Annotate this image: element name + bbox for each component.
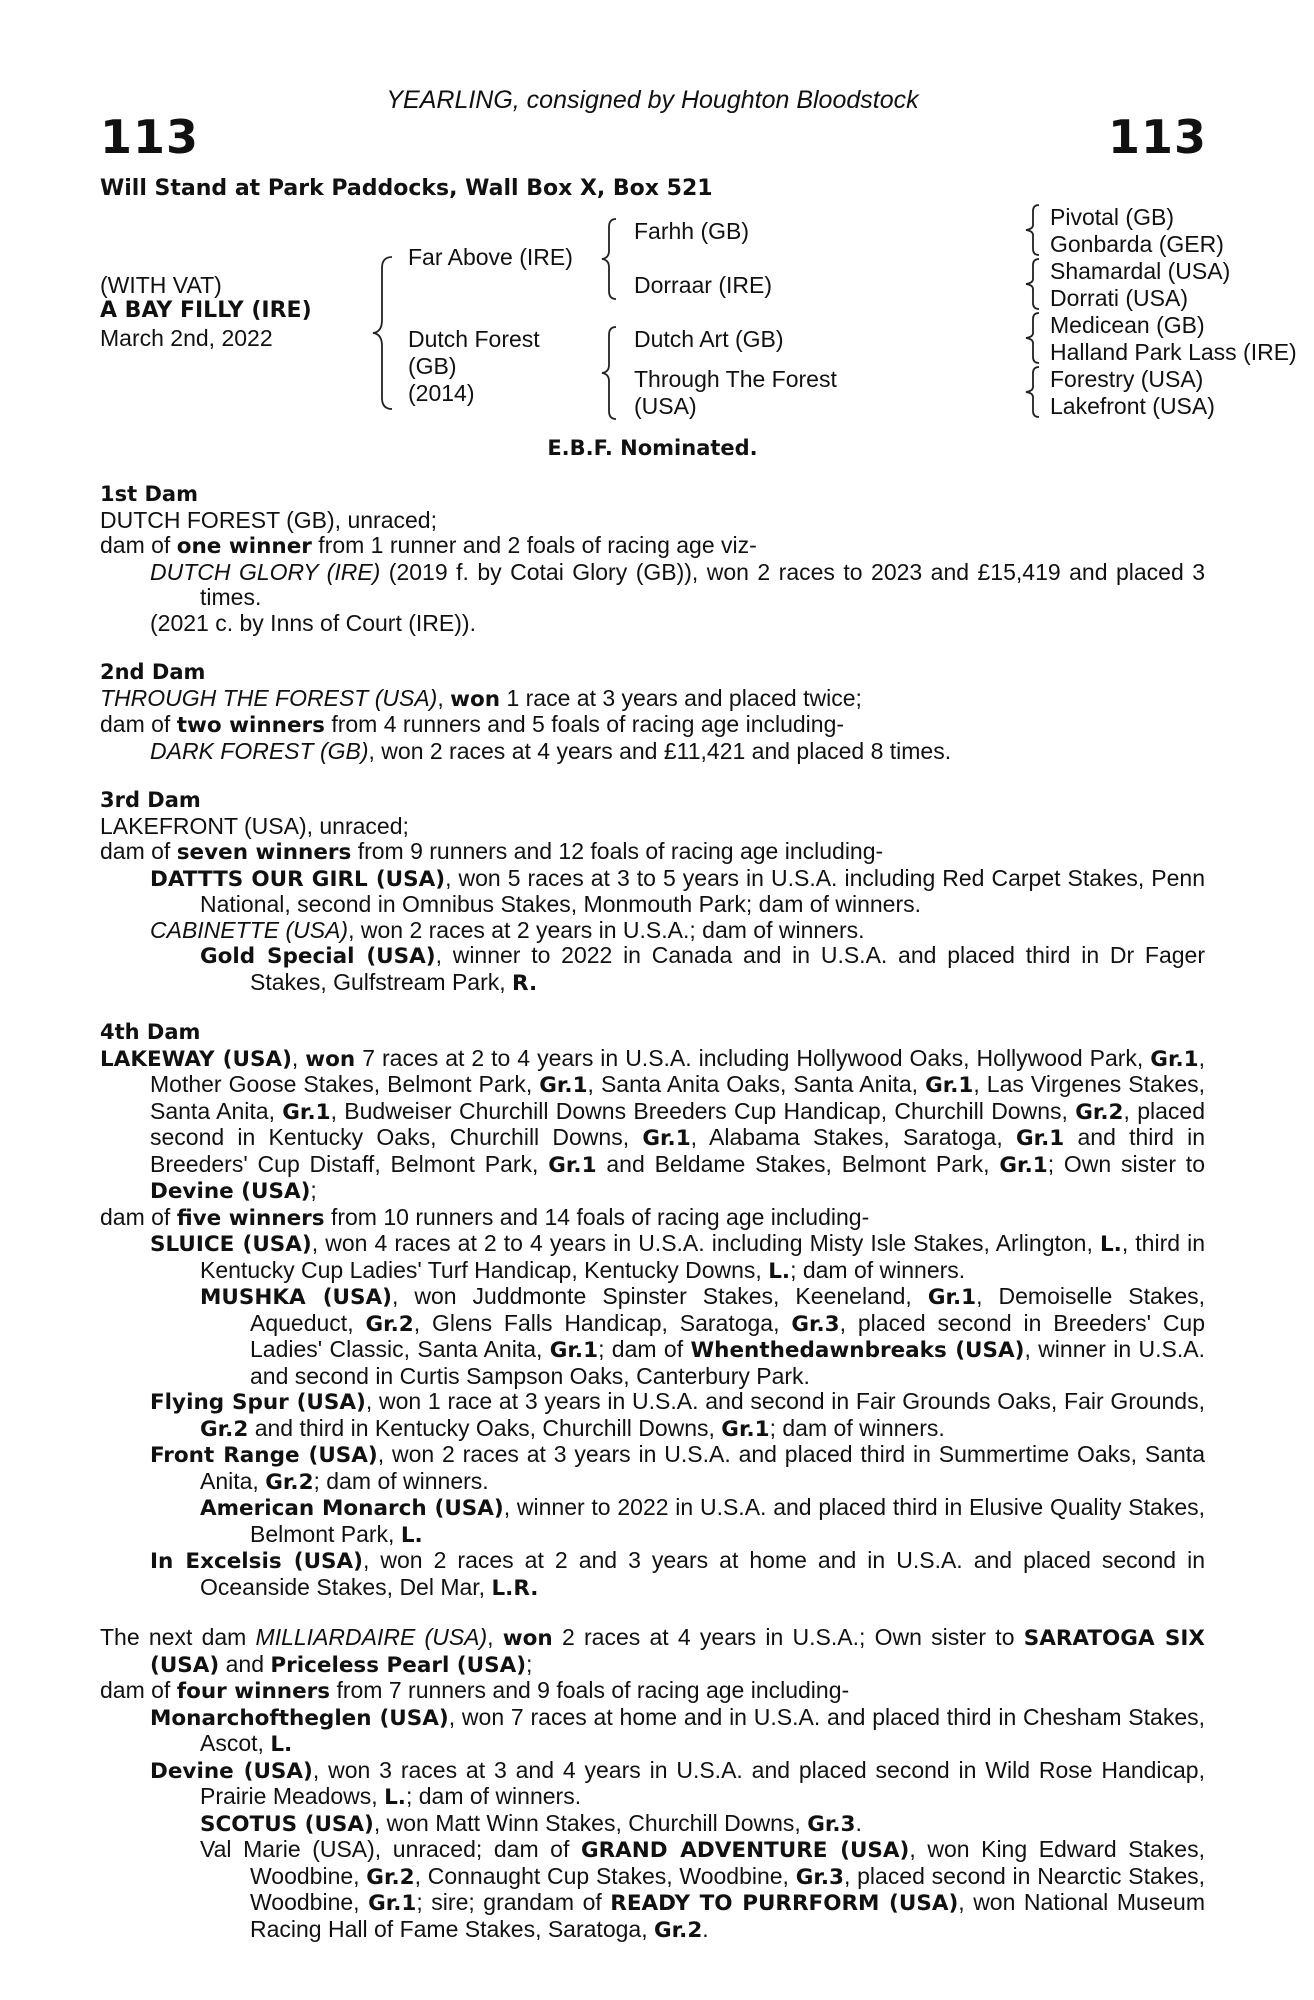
ancestor-ssd: Gonbarda (GER) xyxy=(1050,231,1224,257)
third-dam-line: LAKEFRONT (USA), unraced; xyxy=(100,812,409,839)
progeny-entry: Front Range (USA), won 2 races at 3 years in U.S.A. and placed third in Summertime Oaks, Santa Anita, Gr.2; dam of winners. xyxy=(150,1441,1205,1495)
stabling-line: Will Stand at Park Paddocks, Wall Box X, Box 521 xyxy=(100,176,713,201)
brace-g3-3 xyxy=(1022,312,1044,364)
next-dam-line: The next dam MILLIARDAIRE (USA), won 2 races at 4 years in U.S.A.; Own sister to SARATOGA SIX (USA) and Priceless Pearl (USA); xyxy=(100,1624,1205,1678)
dam-year: (2014) xyxy=(408,380,475,406)
dam-dam-line1: Through The Forest xyxy=(634,366,837,392)
dam-brace xyxy=(598,326,622,420)
lot-number-right: 113 xyxy=(1107,110,1207,164)
pedigree-notes xyxy=(100,482,1205,1943)
fourth-dam-produce-summary: dam of five winners from 10 runners and 14 foals of racing age including- xyxy=(100,1203,870,1231)
ancestor-dsd: Halland Park Lass (IRE) xyxy=(1050,339,1297,365)
progeny-entry: SCOTUS (USA), won Matt Winn Stakes, Churchill Downs, Gr.3. xyxy=(200,1809,862,1837)
third-dam-produce-summary: dam of seven winners from 9 runners and 12 foals of racing age including- xyxy=(100,838,884,865)
progeny-entry: Flying Spur (USA), won 1 race at 3 years in U.S.A. and second in Fair Grounds Oaks, Fair Grounds, Gr.2 and third in Kentucky Oaks, Churchill Downs, Gr.1; dam of winners. xyxy=(150,1388,1205,1442)
progeny-entry: (2021 c. by Inns of Court (IRE)). xyxy=(150,609,476,636)
first-dam-line: DUTCH FOREST (GB), unraced; xyxy=(100,506,437,533)
ancestor-dds: Forestry (USA) xyxy=(1050,366,1204,392)
progeny-entry: SLUICE (USA), won 4 races at 2 to 4 years in U.S.A. including Misty Isle Stakes, Arlington, L., third in Kentucky Cup Ladies' Turf Handicap, Kentucky Downs, L.; dam of winners. xyxy=(150,1230,1205,1284)
progeny-entry: DUTCH GLORY (IRE) (2019 f. by Cotai Glory (GB)), won 2 races to 2023 and £15,419 and placed 3 times. xyxy=(150,558,1205,610)
sire-sire: Farhh (GB) xyxy=(634,218,750,244)
sire-brace xyxy=(598,218,622,300)
progeny-entry: Devine (USA), won 3 races at 3 and 4 years in U.S.A. and placed second in Wild Rose Handicap, Prairie Meadows, L.; dam of winners. xyxy=(150,1756,1205,1810)
lot-number-left: 113 xyxy=(100,110,200,164)
ancestor-sds: Shamardal (USA) xyxy=(1050,258,1231,284)
dam-sire: Dutch Art (GB) xyxy=(634,326,784,352)
vat-note: (WITH VAT) xyxy=(100,272,222,298)
brace-g3-4 xyxy=(1022,366,1044,418)
fourth-dam-line: LAKEWAY (USA), won 7 races at 2 to 4 years in U.S.A. including Hollywood Oaks, Hollywood Park, Gr.1, Mother Goose Stakes, Belmont Park, Gr.1, Santa Anita Oaks, Santa Anita, Gr.1, Las Virgenes Stakes, Santa Anita, Gr.1, Budweiser Churchill Downs Breeders Cup Handicap, Churchill Downs, Gr.2, placed second in Kentucky Oaks, Churchill Downs, Gr.1, Alabama Stakes, Saratoga, Gr.1 and third in Breeders' Cup Distaff, Belmont Park, Gr.1 and Beldame Stakes, Belmont Park, Gr.1; Own sister to Devine (USA); xyxy=(100,1044,1206,1204)
fourth-dam-heading: 4th Dam xyxy=(100,1020,201,1044)
consignment-line: YEARLING, consigned by Houghton Bloodstock xyxy=(386,86,919,114)
progeny-entry: MUSHKA (USA), won Juddmonte Spinster Stakes, Keeneland, Gr.1, Demoiselle Stakes, Aqueduct, Gr.2, Glens Falls Handicap, Saratoga, Gr.3, placed second in Breeders' Cup Ladies' Classic, Santa Anita, Gr.1; dam of Whenthedawnbreaks (USA), winner in U.S.A. and second in Curtis Sampson Oaks, Canterbury Park. xyxy=(200,1283,1206,1389)
second-dam-heading: 2nd Dam xyxy=(100,660,206,684)
ancestor-ddd: Lakefront (USA) xyxy=(1050,393,1215,419)
progeny-entry: Gold Special (USA), winner to 2022 in Canada and in U.S.A. and placed third in Dr Fager Stakes, Gulfstream Park, R. xyxy=(200,942,1205,996)
first-dam-produce-summary: dam of one winner from 1 runner and 2 foals of racing age viz- xyxy=(100,532,757,559)
third-dam-heading: 3rd Dam xyxy=(100,788,201,812)
first-dam-heading: 1st Dam xyxy=(100,482,198,506)
progeny-entry: Val Marie (USA), unraced; dam of GRAND ADVENTURE (USA), won King Edward Stakes, Woodbine, Gr.2, Connaught Cup Stakes, Woodbine, Gr.3, placed second in Nearctic Stakes, Woodbine, Gr.1; sire; grandam of READY TO PURRFORM (USA), won National Museum Racing Hall of Fame Stakes, Saratoga, Gr.2. xyxy=(200,1836,1206,1943)
second-dam-produce-summary: dam of two winners from 4 runners and 5 foals of racing age including- xyxy=(100,711,845,738)
brace-g3-1 xyxy=(1022,204,1044,256)
dam-name-line1: Dutch Forest xyxy=(408,326,540,352)
progeny-entry: American Monarch (USA), winner to 2022 in U.S.A. and placed third in Elusive Quality Stakes, Belmont Park, L. xyxy=(200,1494,1205,1548)
dam-dam-line2: (USA) xyxy=(634,393,697,419)
foaling-date: March 2nd, 2022 xyxy=(100,325,273,351)
ancestor-dss: Medicean (GB) xyxy=(1050,312,1205,338)
second-dam-line: THROUGH THE FOREST (USA), won 1 race at 3 years and placed twice; xyxy=(100,684,862,712)
pedigree-brace-main xyxy=(368,256,398,410)
progeny-entry: Monarchoftheglen (USA), won 7 races at home and in U.S.A. and placed third in Chesham Stakes, Ascot, L. xyxy=(150,1703,1206,1757)
brace-g3-2 xyxy=(1022,258,1044,310)
ancestor-sdd: Dorrati (USA) xyxy=(1050,285,1189,311)
ebf-nomination: E.B.F. Nominated. xyxy=(547,436,758,460)
progeny-entry: DATTTS OUR GIRL (USA), won 5 races at 3 to 5 years in U.S.A. including Red Carpet Stakes, Penn National, second in Omnibus Stakes, Monmouth Park; dam of winners. xyxy=(150,864,1205,917)
progeny-entry: CABINETTE (USA), won 2 races at 2 years in U.S.A.; dam of winners. xyxy=(150,916,865,943)
horse-name: A BAY FILLY (IRE) xyxy=(100,298,312,323)
ancestor-sss: Pivotal (GB) xyxy=(1050,204,1174,230)
next-dam-produce-summary: dam of four winners from 7 runners and 9 foals of racing age including- xyxy=(100,1677,850,1704)
progeny-entry: In Excelsis (USA), won 2 races at 2 and 3 years at home and in U.S.A. and placed second in Oceanside Stakes, Del Mar, L.R. xyxy=(150,1547,1205,1601)
dam-name-line2: (GB) xyxy=(408,353,457,379)
sire-dam: Dorraar (IRE) xyxy=(634,272,773,298)
sire-name: Far Above (IRE) xyxy=(408,244,573,270)
progeny-entry: DARK FOREST (GB), won 2 races at 4 years and £11,421 and placed 8 times. xyxy=(150,737,952,764)
